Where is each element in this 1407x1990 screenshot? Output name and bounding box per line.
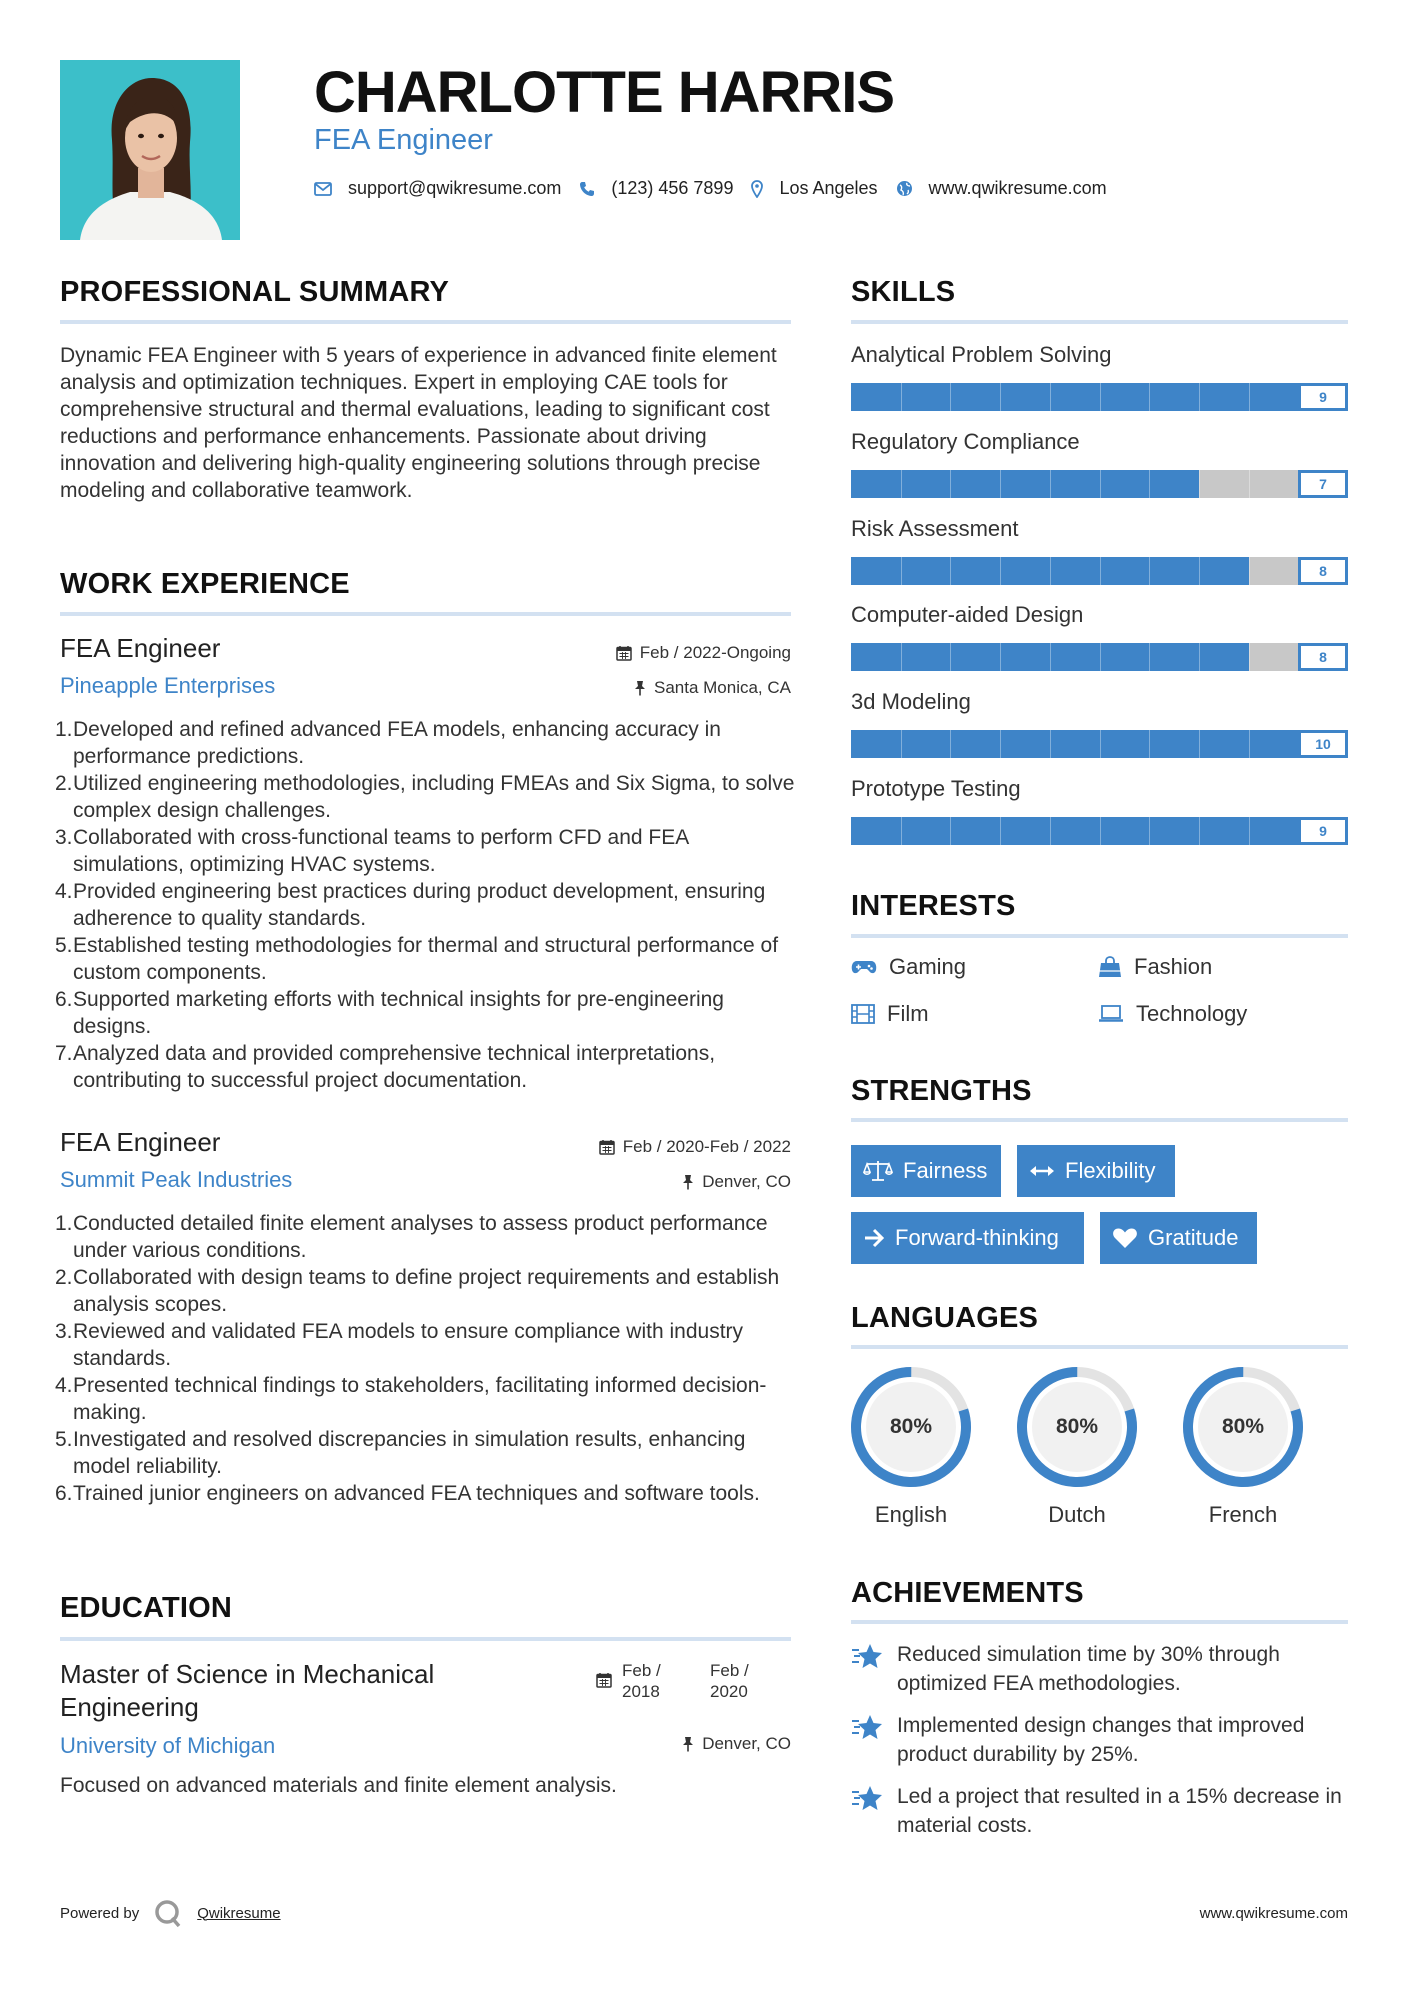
skill-level: 9 xyxy=(1298,817,1348,845)
strength-label: Flexibility xyxy=(1065,1158,1156,1183)
education-location-text: Denver, CO xyxy=(702,1734,791,1753)
strengths-divider xyxy=(851,1118,1348,1122)
contact-website[interactable] xyxy=(896,178,1107,199)
job-title: FEA Engineer xyxy=(60,633,221,663)
summary-divider xyxy=(60,320,791,324)
skill-bar-segment xyxy=(1050,643,1051,671)
gamepad-icon xyxy=(851,959,877,975)
list-item: 2. Utilized engineering methodologies, including FMEAs and Six Sigma, to solve complex design challenges. xyxy=(55,772,795,822)
strength-label: Forward-thinking xyxy=(895,1225,1059,1250)
interest-item xyxy=(1098,954,1212,980)
list-item: 3. Reviewed and validated FEA models to ensure compliance with industry standards. xyxy=(55,1320,744,1370)
list-item: 7. Analyzed data and provided comprehensive technical interpretations, contributing to successful project documentation. xyxy=(55,1042,716,1092)
school-name: University of Michigan xyxy=(60,1733,276,1758)
skill-bar-segment xyxy=(1000,557,1001,585)
footer-website-link[interactable]: www.qwikresume.com xyxy=(1199,1905,1348,1922)
skill-bar-segment xyxy=(1149,817,1150,845)
film-icon xyxy=(851,1004,875,1024)
footer-powered-by xyxy=(60,1898,281,1928)
skill-bar-segment xyxy=(1000,643,1001,671)
skill-bar-segment xyxy=(1199,470,1200,498)
skill-bar-segment xyxy=(1000,817,1001,845)
skill-name: Analytical Problem Solving xyxy=(851,342,1112,367)
strengths-heading: STRENGTHS xyxy=(851,1075,1032,1107)
strength-badge xyxy=(851,1145,1001,1197)
skill-bar-segment xyxy=(1249,470,1250,498)
skill-bar xyxy=(851,817,1348,845)
skill-bar-segment xyxy=(1249,643,1250,671)
strength-badge xyxy=(851,1212,1084,1264)
profile-photo xyxy=(60,60,240,240)
education-heading: EDUCATION xyxy=(60,1592,233,1624)
skill-bar-segment xyxy=(1149,383,1150,411)
achievement-item xyxy=(851,1782,1351,1840)
language-item xyxy=(1181,1365,1305,1527)
contact-bar xyxy=(314,178,1125,199)
interest-label: Fashion xyxy=(1134,954,1213,979)
strength-badge xyxy=(1017,1145,1175,1197)
star-award-icon xyxy=(851,1784,885,1812)
skill-bar-segment xyxy=(1149,643,1150,671)
skill-bar xyxy=(851,470,1348,498)
education-description: Focused on advanced materials and finite element analysis. xyxy=(60,1774,617,1797)
skill-bar-segment xyxy=(1149,730,1150,758)
heart-icon xyxy=(1112,1227,1138,1249)
language-name: English xyxy=(874,1502,948,1527)
skill-bar-segment xyxy=(1000,470,1001,498)
skill-bar-segment xyxy=(1249,730,1250,758)
list-item: 4. Provided engineering best practices during product development, ensuring adherence to quality standards. xyxy=(55,880,766,930)
skill-bar-segment xyxy=(1100,817,1101,845)
summary-heading: PROFESSIONAL SUMMARY xyxy=(60,276,450,308)
job-location-text: Denver, CO xyxy=(702,1172,791,1191)
pin-icon xyxy=(682,1736,694,1752)
skill-level: 8 xyxy=(1298,557,1348,585)
list-item: 3. Collaborated with cross-functional teams to perform CFD and FEA simulations, optimizing HVAC systems. xyxy=(55,826,689,876)
skill-bar-segment xyxy=(1199,817,1200,845)
languages-heading: LANGUAGES xyxy=(851,1302,1039,1334)
summary-text: Dynamic FEA Engineer with 5 years of experience in advanced finite element analysis and optimization techniques. Expert in employing CAE tools for comprehensive structural and thermal evaluations, leading to significant cost reductions and performance enhancements. Passionate about driving innovation and delivering high-quality engineering solutions through precise modeling and collaborative teamwork. xyxy=(60,344,777,502)
job-dates-text: Feb / 2022-Ongoing xyxy=(639,643,791,662)
contact-location xyxy=(751,178,877,199)
skill-name: 3d Modeling xyxy=(851,689,971,714)
skill-bar-segment xyxy=(950,730,951,758)
job-title: FEA Engineer xyxy=(60,1127,221,1157)
job-location-text: Santa Monica, CA xyxy=(653,678,791,697)
balance-scale-icon xyxy=(863,1159,893,1183)
email-text: support@qwikresume.com xyxy=(348,178,562,198)
shopping-bag-icon xyxy=(1098,956,1122,978)
list-item: 5. Established testing methodologies for thermal and structural performance of custom components. xyxy=(55,934,779,984)
skill-level: 8 xyxy=(1298,643,1348,671)
skill-bar-segment xyxy=(1050,383,1051,411)
experience-divider xyxy=(60,612,791,616)
skill-bar-segment xyxy=(1050,557,1051,585)
list-item: 6. Trained junior engineers on advanced FEA techniques and software tools. xyxy=(55,1482,760,1505)
skill-bar-segment xyxy=(1050,730,1051,758)
star-award-icon xyxy=(851,1642,885,1670)
interests-divider xyxy=(851,934,1348,938)
strength-badge xyxy=(1100,1212,1257,1264)
skill-name: Prototype Testing xyxy=(851,776,1021,801)
list-item: 1. Developed and refined advanced FEA models, enhancing accuracy in performance predictions. xyxy=(55,718,721,768)
skill-bar-fill xyxy=(851,383,1298,411)
skill-bar-segment xyxy=(1199,730,1200,758)
strength-label: Gratitude xyxy=(1148,1225,1239,1250)
degree-title: Master of Science in Mechanical Engineering xyxy=(60,1659,435,1722)
interests-heading: INTERESTS xyxy=(851,890,1016,922)
skill-bar xyxy=(851,557,1348,585)
skill-bar-segment xyxy=(1050,470,1051,498)
skill-bar-segment xyxy=(950,643,951,671)
language-percent: 80% xyxy=(1055,1415,1099,1438)
language-item xyxy=(849,1365,973,1527)
skill-bar-segment xyxy=(1149,557,1150,585)
job-location xyxy=(682,1172,791,1192)
skill-bar-segment xyxy=(1249,817,1250,845)
education-start-date: Feb / 2018 xyxy=(622,1661,661,1701)
skill-bar-segment xyxy=(901,383,902,411)
location-text: Los Angeles xyxy=(779,178,878,198)
list-item: 5. Investigated and resolved discrepancies in simulation results, enhancing model reliability. xyxy=(55,1428,746,1478)
skill-bar-segment xyxy=(950,557,951,585)
skill-bar xyxy=(851,730,1348,758)
interest-item xyxy=(1098,1001,1247,1027)
skill-bar-fill xyxy=(851,817,1298,845)
laptop-icon xyxy=(1098,1005,1124,1023)
pin-icon xyxy=(682,1174,694,1190)
education-end-date: Feb / 2020 xyxy=(710,1661,749,1701)
skill-bar-segment xyxy=(950,383,951,411)
interest-item xyxy=(851,954,966,980)
pin-icon xyxy=(634,680,646,696)
candidate-role: FEA Engineer xyxy=(314,124,493,156)
interest-label: Film xyxy=(887,1001,929,1026)
achievements-divider xyxy=(851,1620,1348,1624)
skill-level: 9 xyxy=(1298,383,1348,411)
globe-icon xyxy=(896,180,913,197)
language-name: French xyxy=(1208,1502,1278,1527)
list-item: 1. Conducted detailed finite element analyses to assess product performance under various conditions. xyxy=(55,1212,768,1262)
qwikresume-logo-icon xyxy=(153,1898,183,1928)
qwikresume-link[interactable]: Qwikresume xyxy=(197,1904,281,1922)
education-location xyxy=(682,1734,791,1754)
skill-bar-fill xyxy=(851,470,1199,498)
job-dates xyxy=(599,1137,791,1157)
achievement-text: Led a project that resulted in a 15% decrease in material costs. xyxy=(897,1785,1342,1837)
skill-bar xyxy=(851,383,1348,411)
skill-bar-segment xyxy=(1100,383,1101,411)
skill-bar-segment xyxy=(1100,643,1101,671)
skill-bar-segment xyxy=(1199,643,1200,671)
calendar-icon xyxy=(596,1672,612,1688)
skill-bar-segment xyxy=(1000,730,1001,758)
skill-bar-segment xyxy=(1000,383,1001,411)
strength-label: Fairness xyxy=(903,1158,988,1183)
phone-text: (123) 456 7899 xyxy=(611,178,734,198)
skill-name: Risk Assessment xyxy=(851,516,1019,541)
contact-phone[interactable] xyxy=(579,178,733,199)
skill-bar-segment xyxy=(950,470,951,498)
achievement-text: Implemented design changes that improved product durability by 25%. xyxy=(897,1714,1305,1766)
arrow-right-icon xyxy=(863,1228,885,1248)
list-item: 2. Collaborated with design teams to define project requirements and establish analysis scopes. xyxy=(55,1266,780,1316)
interest-label: Technology xyxy=(1136,1001,1248,1026)
skill-level: 7 xyxy=(1298,470,1348,498)
skills-divider xyxy=(851,320,1348,324)
achievement-item xyxy=(851,1640,1351,1698)
languages-divider xyxy=(851,1345,1348,1349)
skill-bar-segment xyxy=(1249,557,1250,585)
powered-by-text: Powered by xyxy=(60,1904,140,1922)
job-company: Pineapple Enterprises xyxy=(60,673,276,698)
skill-bar-segment xyxy=(1100,470,1101,498)
skill-bar-segment xyxy=(1100,730,1101,758)
job-dates xyxy=(616,643,791,663)
job-responsibilities xyxy=(55,1210,800,1507)
skill-level: 10 xyxy=(1298,730,1348,758)
website-text: www.qwikresume.com xyxy=(928,178,1107,198)
list-item: 6. Supported marketing efforts with technical insights for pre-engineering designs. xyxy=(55,988,724,1038)
skill-bar-segment xyxy=(901,643,902,671)
job-company: Summit Peak Industries xyxy=(60,1167,293,1192)
experience-heading: WORK EXPERIENCE xyxy=(60,568,350,600)
skill-bar-segment xyxy=(901,557,902,585)
skill-bar-segment xyxy=(901,730,902,758)
candidate-name: CHARLOTTE HARRIS xyxy=(314,60,895,125)
skills-heading: SKILLS xyxy=(851,276,956,308)
language-percent: 80% xyxy=(1221,1415,1265,1438)
star-award-icon xyxy=(851,1713,885,1741)
skill-bar-segment xyxy=(1249,383,1250,411)
contact-email[interactable] xyxy=(314,178,561,199)
double-arrow-icon xyxy=(1029,1164,1055,1178)
skill-name: Computer-aided Design xyxy=(851,602,1084,627)
education-divider xyxy=(60,1637,791,1641)
skill-bar-segment xyxy=(1050,817,1051,845)
skill-bar-segment xyxy=(950,817,951,845)
skill-bar-segment xyxy=(1199,383,1200,411)
interest-label: Gaming xyxy=(889,954,967,979)
job-responsibilities xyxy=(55,716,800,1094)
skill-bar-segment xyxy=(1199,557,1200,585)
job-dates-text: Feb / 2020-Feb / 2022 xyxy=(622,1137,791,1156)
calendar-icon xyxy=(599,1139,615,1155)
interest-item xyxy=(851,1001,929,1027)
achievement-item xyxy=(851,1711,1351,1769)
list-item: 4. Presented technical findings to stakeholders, facilitating informed decision-making. xyxy=(55,1374,767,1424)
portrait-image xyxy=(60,60,240,240)
achievements-heading: ACHIEVEMENTS xyxy=(851,1577,1084,1609)
skill-bar-segment xyxy=(1149,470,1150,498)
skill-bar-segment xyxy=(901,470,902,498)
calendar-icon xyxy=(616,645,632,661)
language-percent: 80% xyxy=(889,1415,933,1438)
skill-name: Regulatory Compliance xyxy=(851,429,1080,454)
language-item xyxy=(1015,1365,1139,1527)
envelope-icon xyxy=(314,182,332,196)
skill-bar-segment xyxy=(901,817,902,845)
skill-bar-segment xyxy=(1100,557,1101,585)
skill-bar xyxy=(851,643,1348,671)
phone-icon xyxy=(579,181,595,197)
achievement-text: Reduced simulation time by 30% through optimized FEA methodologies. xyxy=(897,1643,1280,1695)
language-name: Dutch xyxy=(1048,1502,1106,1527)
job-location xyxy=(634,678,791,698)
map-marker-icon xyxy=(751,180,763,198)
